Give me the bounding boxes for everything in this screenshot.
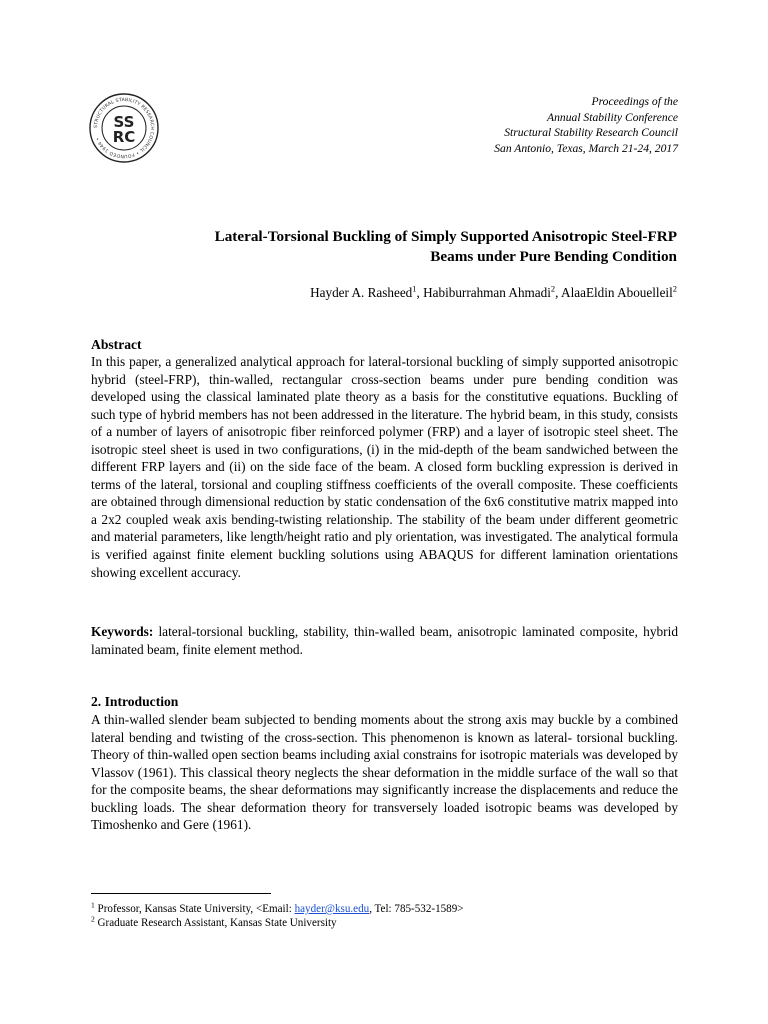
title-line-1: Lateral-Torsional Buckling of Simply Supported Anisotropic Steel-FRP (214, 228, 677, 245)
proceedings-line-4: San Antonio, Texas, March 21-24, 2017 (494, 141, 678, 155)
keywords-label: Keywords: (91, 624, 154, 639)
footnote-1 (91, 902, 464, 916)
keywords (91, 623, 678, 658)
introduction-heading: 2. Introduction (91, 694, 179, 709)
paper-title (100, 227, 677, 267)
logo-ring-text: STRUCTURAL STABILITY RESEARCH COUNCIL • FOUNDED 1944 • (93, 97, 155, 159)
keywords-text: lateral-torsional buckling, stability, thin-walled beam, anisotropic laminated composite, hybrid laminated beam, finite element method. (91, 624, 678, 657)
abstract-heading: Abstract (91, 337, 142, 352)
logo-letters-top: SS (113, 113, 135, 131)
author-affiliation-mark: 2 (672, 283, 677, 294)
author-separator: , (555, 285, 562, 300)
footnote-mark: 2 (91, 914, 95, 924)
footnote-separator (91, 893, 271, 894)
author-affiliation-mark: 2 (550, 283, 556, 294)
author-list (100, 284, 677, 302)
footnote-1-text-after: , Tel: 785-532-1589> (369, 903, 464, 915)
footnote-2 (91, 916, 337, 930)
proceedings-header (318, 94, 678, 156)
author-name: Hayder A. Rasheed (310, 285, 413, 300)
abstract-text: In this paper, a generalized analytical approach for lateral-torsional buckling of simply supported anisotropic hybrid (steel-FRP), thin-walled, rectangular cross-section beams under pure bending condition was developed using the classical laminated plate theory as a basis for the constitutive equations. Buckling of such type of hybrid members has not been addressed in the literature. The hybrid beam, in this study, consists of a number of layers of anisotropic fiber reinforced polymer (FRP) and a layer of isotropic steel sheet. The isotropic steel sheet is used in two configurations, (i) in the mid-depth of the beam sandwiched between the different FRP layers and (ii) on the side face of the beam. A closed form buckling expression is derived in terms of the lateral, torsional and coupling stiffness coefficients of the overall composite. These coefficients are obtained through dimensional reduction by static condensation of the 6x6 constitutive matrix mapped into a 2x2 coupled weak axis bending-twisting relationship. The stability of the beam under different geometric and material parameters, like length/height ratio and ply orientation, was investigated. The analytical formula is verified against finite element buckling solutions using ABAQUS for different lamination orientations showing excellent accuracy. (91, 354, 678, 580)
proceedings-line-3: Structural Stability Research Council (504, 126, 678, 139)
author-affiliation-mark: 1 (412, 283, 417, 294)
author-separator: , (416, 285, 424, 300)
ssrc-logo (88, 92, 160, 164)
author-name: Habiburrahman Ahmadi (423, 285, 551, 300)
proceedings-line-2: Annual Stability Conference (547, 110, 678, 124)
introduction-text: A thin-walled slender beam subjected to bending moments about the strong axis may buckle by a combined lateral bending and twisting of the cross-section. This phenomenon is known as lateral- torsional buckling. Theory of thin-walled open section beams including axial constrains for isotropic materials was developed by Vlassov (1961). This classical theory neglects the shear deformation in the middle surface of the wall so that for the composite beams, the shear deformations may significantly increase the displacements and reduce the buckling loads. The shear deformation theory for transversely loaded isotropic beams was developed by Timoshenko and Gere (1961). (91, 712, 678, 833)
footnote-2-text: Graduate Research Assistant, Kansas State University (97, 917, 337, 929)
title-line-2: Beams under Pure Bending Condition (430, 248, 677, 265)
email-link[interactable]: hayder@ksu.edu (294, 903, 370, 915)
author-name: AlaaEldin Abouelleil (561, 285, 673, 300)
logo-letters-bottom: RC (112, 128, 136, 146)
proceedings-line-1: Proceedings of the (591, 95, 678, 108)
footnote-1-text-before: Professor, Kansas State University, <Email: (97, 903, 295, 915)
footnote-mark: 1 (91, 900, 95, 910)
